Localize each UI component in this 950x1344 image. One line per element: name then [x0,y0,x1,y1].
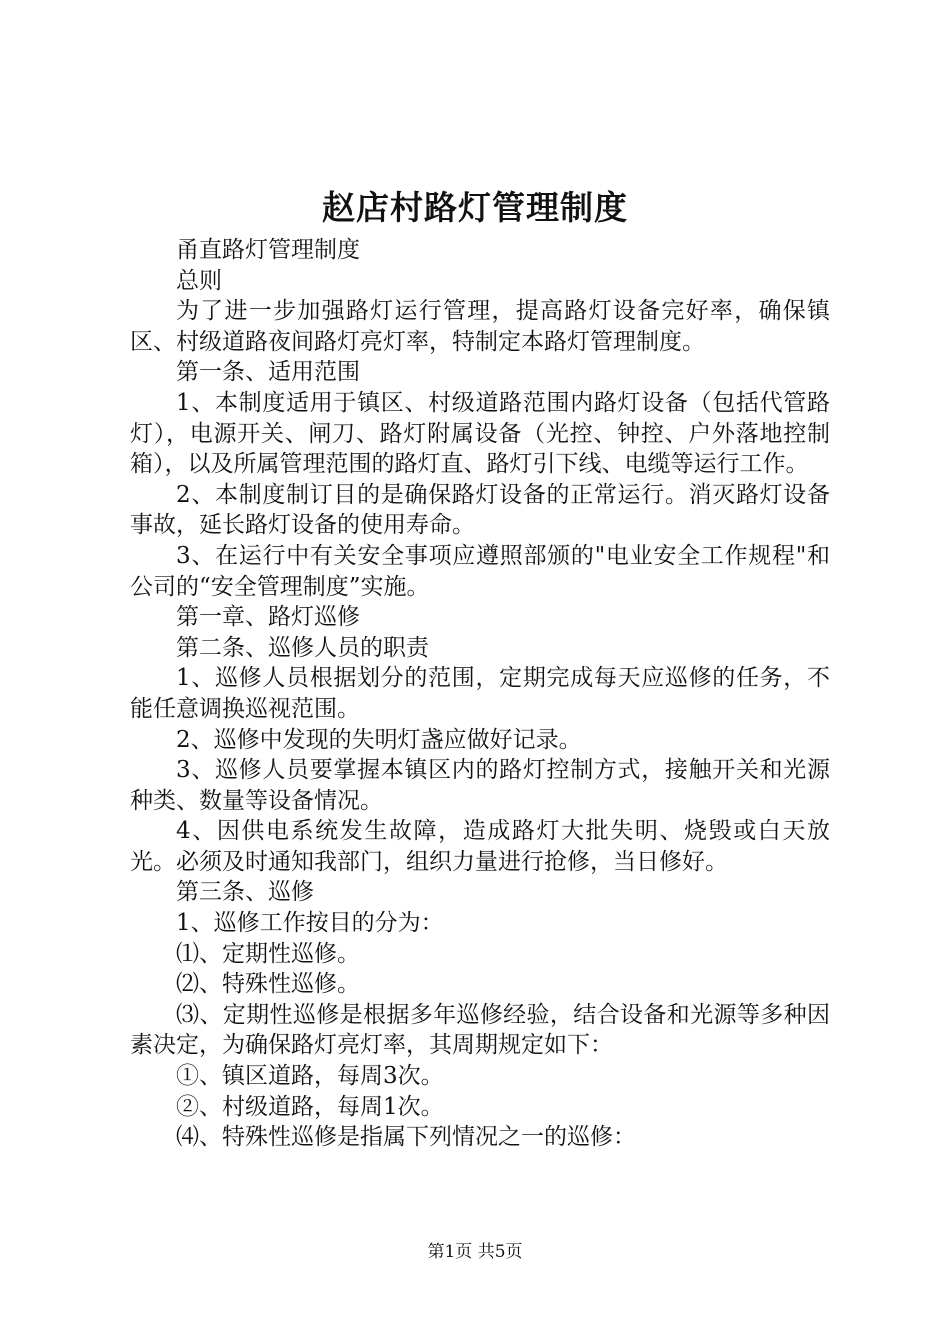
paragraph: 3、巡修人员要掌握本镇区内的路灯控制方式，接触开关和光源种类、数量等设备情况。 [130,757,830,814]
paragraph: 1、巡修人员根据划分的范围，定期完成每天应巡修的任务，不能任意调换巡视范围。 [130,665,830,722]
paragraph: 第一章、路灯巡修 [176,604,360,631]
paragraph: ⑶、定期性巡修是根据多年巡修经验，结合设备和光源等多种因素决定，为确保路灯亮灯率，其周期规定如下： [130,1001,830,1059]
paragraph: 4、因供电系统发生故障，造成路灯大批失明、烧毁或白天放光。必须及时通知我部门，组织力量进行抢修，当日修好。 [130,818,830,875]
document-body [130,235,830,1153]
paragraph: 1、巡修工作按目的分为： [176,910,444,937]
paragraph: ⑴、定期性巡修。 [176,940,360,967]
paragraph: ⑵、特殊性巡修。 [176,971,360,998]
paragraph: 为了进一步加强路灯运行管理，提高路灯设备完好率，确保镇区、村级道路夜间路灯亮灯率，特制定本路灯管理制度。 [130,298,830,355]
paragraph: 1、本制度适用于镇区、村级道路范围内路灯设备（包括代管路灯），电源开关、闸刀、路灯附属设备（光控、钟控、户外落地控制箱），以及所属管理范围的路灯直、路灯引下线、电缆等运行工作。 [130,389,830,478]
page-footer: 第1页 共5页 [427,1242,523,1262]
paragraph: ①、镇区道路，每周3次。 [176,1063,444,1090]
paragraph: 第二条、巡修人员的职责 [176,634,429,661]
document-title: 赵店村路灯管理制度 [322,188,628,227]
paragraph: 3、在运行中有关安全事项应遵照部颁的"电业安全工作规程"和公司的“安全管理制度”实施。 [130,542,830,600]
paragraph: 甬直路灯管理制度 [176,237,360,263]
paragraph: ⑷、特殊性巡修是指属下列情况之一的巡修： [176,1124,636,1151]
paragraph: ②、村级道路，每周1次。 [176,1093,444,1120]
paragraph: 2、巡修中发现的失明灯盏应做好记录。 [176,726,582,753]
paragraph: 第三条、巡修 [176,879,314,906]
paragraph: 2、本制度制订目的是确保路灯设备的正常运行。消灭路灯设备事故，延长路灯设备的使用寿命。 [130,481,830,539]
paragraph: 总则 [176,267,222,294]
paragraph: 第一条、适用范围 [176,359,360,386]
